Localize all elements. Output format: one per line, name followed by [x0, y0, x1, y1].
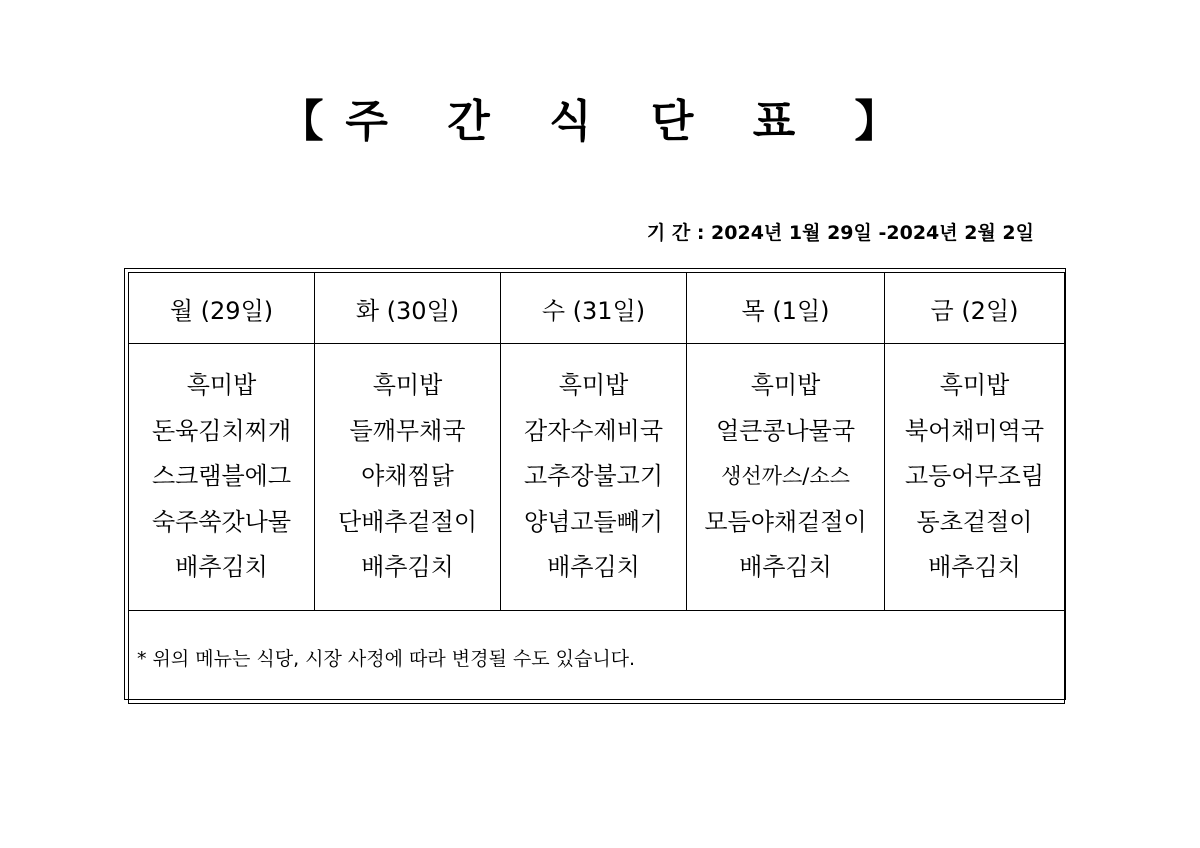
dish-item: 흑미밥 — [939, 371, 1010, 400]
dish-item: 흑미밥 — [372, 371, 443, 400]
dish-item: 고추장불고기 — [523, 462, 664, 491]
menu-note: * 위의 메뉴는 식당, 시장 사정에 따라 변경될 수도 있습니다. — [129, 611, 1065, 704]
day-header-mon: 월 (29일) — [129, 273, 315, 344]
dish-item: 배추김치 — [928, 553, 1021, 582]
menu-cell-tue — [315, 344, 501, 611]
dish-item: 들깨무채국 — [349, 416, 466, 445]
menu-cell-fri — [885, 344, 1065, 611]
day-header-thu: 목 (1일) — [687, 273, 885, 344]
note-row — [129, 611, 1065, 704]
dish-item: 배추김치 — [175, 553, 268, 582]
dish-item: 단배추겉절이 — [337, 507, 478, 536]
day-header-wed: 수 (31일) — [501, 273, 687, 344]
menu-table-frame — [124, 268, 1066, 700]
dish-item: 야채찜닭 — [361, 462, 454, 491]
dish-item: 돈육김치찌개 — [151, 416, 292, 445]
page-title: 【주 간 식 단 표 】 — [279, 96, 921, 147]
dish-item: 흑미밥 — [186, 371, 257, 400]
dish-item: 흑미밥 — [558, 371, 629, 400]
menu-cell-mon — [129, 344, 315, 611]
day-header-fri: 금 (2일) — [885, 273, 1065, 344]
day-header-tue: 화 (30일) — [315, 273, 501, 344]
dish-item: 고등어무조림 — [904, 462, 1045, 491]
dish-item: 모듬야채겉절이 — [704, 507, 867, 536]
dish-item: 흑미밥 — [750, 371, 821, 400]
dish-item: 양념고들빼기 — [523, 507, 664, 536]
menu-cell-wed — [501, 344, 687, 611]
menu-period: 기 간 : 2024년 1월 29일 -2024년 2월 2일 — [646, 222, 1034, 244]
dish-row — [129, 344, 1065, 611]
dish-item: 북어채미역국 — [904, 416, 1045, 445]
weekly-menu-table — [128, 272, 1065, 704]
dish-item: 배추김치 — [547, 553, 640, 582]
dish-item: 생선까스/소스 — [721, 464, 850, 489]
dish-item: 얼큰콩나물국 — [715, 416, 856, 445]
dish-item: 스크램블에그 — [151, 462, 292, 491]
day-header-row — [129, 273, 1065, 344]
dish-item: 배추김치 — [739, 553, 832, 582]
menu-cell-thu — [687, 344, 885, 611]
dish-item: 배추김치 — [361, 553, 454, 582]
dish-item: 숙주쑥갓나물 — [151, 507, 292, 536]
dish-item: 동초겉절이 — [916, 507, 1033, 536]
dish-item: 감자수제비국 — [523, 416, 664, 445]
